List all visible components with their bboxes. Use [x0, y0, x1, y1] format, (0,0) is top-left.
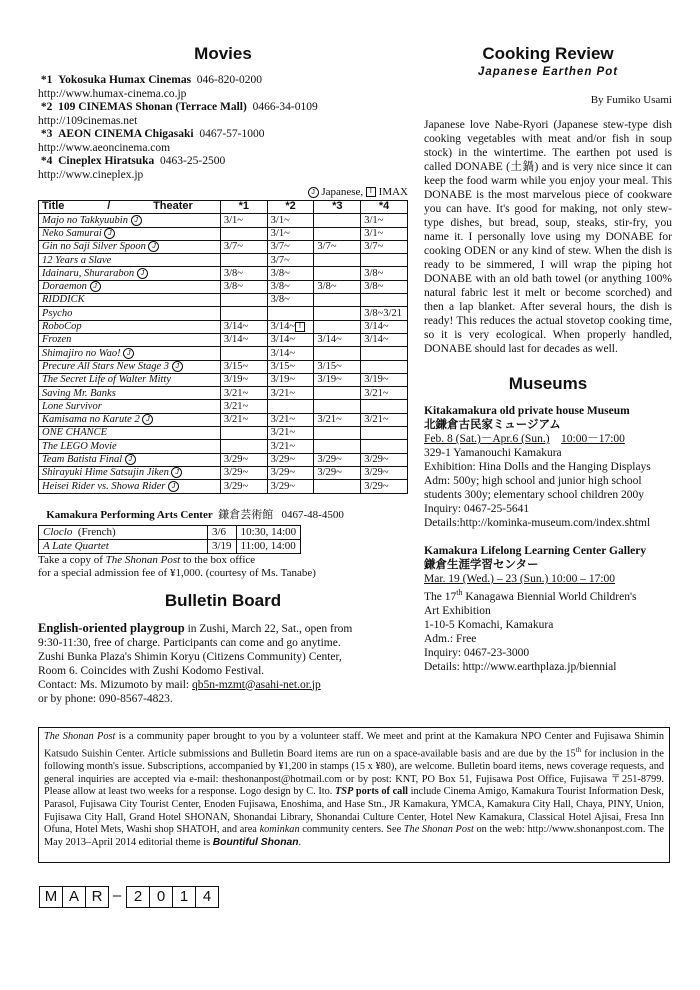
showing-date: 3/14~ I — [267, 320, 314, 333]
showing-date — [267, 400, 314, 413]
japanese-mark-icon: J — [172, 361, 183, 372]
japanese-mark-icon: J — [90, 281, 101, 292]
showing-date: 3/29~ — [314, 466, 361, 479]
showing-date: 3/7~ — [267, 240, 314, 253]
issue-date — [39, 886, 218, 908]
showing-date: 3/8~ — [314, 280, 361, 293]
museums-list — [424, 404, 672, 674]
cinema-1: *1 Yokosuka Humax Cinemas 046-820-0200 — [40, 74, 262, 86]
showing-date: 3/19~ — [267, 373, 314, 386]
showing-date — [314, 347, 361, 360]
movie-title: Saving Mr. Banks — [39, 387, 221, 400]
cooking-byline: By Fumiko Usami — [590, 94, 672, 106]
showing-date — [314, 227, 361, 240]
showing-date — [314, 294, 361, 307]
movies-section — [38, 44, 408, 706]
header-title: Title / Theater — [39, 201, 221, 214]
showing-date — [314, 254, 361, 267]
showing-date — [361, 254, 408, 267]
showing-date: 3/29~ — [361, 466, 408, 479]
movie-title: RoboCop — [39, 320, 221, 333]
showing-date: 3/29~ — [361, 480, 408, 493]
header-4: *4 — [361, 201, 408, 214]
showing-date: 3/21~ — [267, 413, 314, 426]
showing-date: 3/1~ — [267, 214, 314, 227]
showing-date — [314, 400, 361, 413]
movie-schedule-table — [38, 200, 408, 494]
showing-date: 3/14~ — [267, 347, 314, 360]
header-3: *3 — [314, 201, 361, 214]
cinema-3-url[interactable]: http://www.aeoncinema.com — [38, 141, 171, 154]
showing-date: 3/21~ — [267, 440, 314, 453]
japanese-mark-icon: J — [308, 187, 319, 198]
performing-arts-note: Take a copy of The Shonan Post to the box office for a special admission fee of ¥1,000. (courtesy of Ms. Tanabe) — [38, 553, 316, 580]
showing-date — [361, 347, 408, 360]
showing-date: 3/29~ — [220, 453, 267, 466]
showing-date: 3/14~ — [267, 333, 314, 346]
cooking-body: Japanese love Nabe-Ryori (Japanese stew-type dish cooking vegetables with meat and/or fish in soup stock) in the wintertime. The earthen pot used is called DONABE (土鍋) and is very nice since it can keep the food warm while you enjoy your meal. This DONABE is the most marvelous piece of cookware you can have. It's good for making, not only stew-type dishes, but bread, soup, steaks, stir-fry, you name it. I personally love using my DONABE for cooking ODEN or any kind of stew. When the dish is ready to be simmered, I will wrap the piping hot DONABE with an old bath towel (or anything 100% natural fabric lest it melt or become scorched) and then a lap blanket. After several hours, the dish is ready! This reduces the actual stovetop cooking time, so it is very ecological. When properly handled, DONABE should last for decades as well. — [424, 119, 672, 355]
showing-date: 3/29~ — [314, 453, 361, 466]
table-row — [39, 227, 408, 240]
table-row — [39, 466, 408, 479]
table-row — [39, 214, 408, 227]
showing-date: 3/14~ — [220, 333, 267, 346]
showing-date — [314, 214, 361, 227]
movie-title: Neko Samurai J — [39, 227, 221, 240]
movie-title: Idainaru, Shurarabon J — [39, 267, 221, 280]
showing-date: 3/21~ — [267, 387, 314, 400]
showing-date: 3/8~ — [361, 280, 408, 293]
movie-title: Kamisama no Karute 2 J — [39, 413, 221, 426]
japanese-mark-icon: J — [168, 481, 179, 492]
showing-date: 3/29~ — [220, 466, 267, 479]
museum-1-details-link[interactable]: Details:http://kominka-museum.com/index.shtml — [424, 517, 651, 529]
table-row — [39, 333, 408, 346]
date-separator: – — [112, 887, 122, 904]
table-row — [39, 267, 408, 280]
museum-1: Kitakamakura old private house Museum 北鎌倉古民家ミュージアム Feb. 8 (Sat.)－Apr.6 (Sun.) 10:00－17:00 329-1 Yamanouchi Kamakura Exhibition: Hina Dolls and the Hanging Displays Adm: 500y; high school and junior high school students 300y; elementary school children 200y Inquiry: 0467-25-5641 Details:http://kominka-museum.com/index.shtml — [424, 404, 672, 530]
table-row — [39, 400, 408, 413]
imax-mark-icon: I — [295, 322, 305, 332]
japanese-mark-icon: J — [104, 228, 115, 239]
movie-title: The Secret Life of Walter Mitty — [39, 373, 221, 386]
showing-date — [314, 267, 361, 280]
date-char: 0 — [149, 886, 173, 908]
showing-date: 3/21~ — [267, 427, 314, 440]
table-header-row — [39, 201, 408, 214]
legend: J Japanese, I IMAX — [38, 186, 408, 198]
showing-date: 3/7~ — [267, 254, 314, 267]
showing-date — [220, 440, 267, 453]
showing-date: 3/1~ — [267, 227, 314, 240]
date-char: A — [62, 886, 86, 908]
showing-date: 3/14~ — [220, 320, 267, 333]
showing-date — [220, 227, 267, 240]
movie-title: Majo no Takkyuubin J — [39, 214, 221, 227]
showing-date: 3/8~ — [220, 280, 267, 293]
cooking-subtitle: Japanese Earthen Pot — [477, 66, 619, 78]
movie-title: Doraemon J — [39, 280, 221, 293]
table-row: A Late Quartet 3/19 11:00, 14:00 — [39, 539, 301, 553]
table-row: Cloclo (French) 3/6 10:30, 14:00 — [39, 525, 301, 539]
table-row — [39, 307, 408, 320]
cinema-4: *4 Cineplex Hiratsuka 0463-25-2500 — [40, 155, 226, 167]
showing-date: 3/29~ — [267, 480, 314, 493]
showing-date — [267, 307, 314, 320]
japanese-mark-icon: J — [148, 241, 159, 252]
cinema-2-url[interactable]: http://109cinemas.net — [38, 114, 138, 127]
showing-date — [220, 307, 267, 320]
date-char: M — [39, 886, 63, 908]
showing-date: 3/21~ — [361, 387, 408, 400]
movie-title: Precure All Stars New Stage 3 J — [39, 360, 221, 373]
showing-date: 3/8~ — [361, 267, 408, 280]
showing-date: 3/14~ — [361, 320, 408, 333]
table-row — [39, 240, 408, 253]
date-char: 2 — [126, 886, 150, 908]
showing-date: 3/8~ — [267, 280, 314, 293]
museum-2: Kamakura Lifelong Learning Center Gallery 鎌倉生涯学習センター Mar. 19 (Wed.) – 23 (Sun.) 10:00 – 17:00 The 17th Kanagawa Biennial World Children's Art Exhibition 1-10-5 Komachi, Kamakura Adm.: Free Inquiry: 0467-23-3000 Details: http://www.earthplaza.jp/biennial — [424, 544, 672, 674]
showing-date: 3/21~ — [220, 387, 267, 400]
table-row — [39, 480, 408, 493]
showing-date — [361, 294, 408, 307]
showing-date: 3/7~ — [314, 240, 361, 253]
movie-title: Gin no Saji Silver Spoon J — [39, 240, 221, 253]
showing-date: 3/8~ — [220, 267, 267, 280]
showing-date: 3/14~ — [314, 333, 361, 346]
movie-title: Heisei Rider vs. Showa Rider J — [39, 480, 221, 493]
movie-title: Psycho — [39, 307, 221, 320]
japanese-mark-icon: J — [171, 467, 182, 478]
date-char: 4 — [195, 886, 219, 908]
bulletin-board-section: Bulletin Board English-oriented playgroup in Zushi, March 22, Sat., open from 9:30-11:30, free of charge. Participants can come and go anytime. Zushi Bunka Plaza's Shimin Koryu (Citizens Community) Center, Room 6. Coincides with Zushi Kodomo Festival. Contact: Ms. Mizumoto by mail: qb5n-mzmt@asahi-net.or.jp or by phone: 090-8567-4823. — [38, 591, 408, 706]
showing-date — [361, 440, 408, 453]
showing-date — [361, 360, 408, 373]
header-1: *1 — [220, 201, 267, 214]
showing-date: 3/1~ — [361, 227, 408, 240]
publication-info-box: The Shonan Post is a community paper brought to you by a volunteer staff. We meet and print at the Kamakura NPO Center and Fujisawa Shimin Katsudo Suishin Center. Article submissions and Bulletin Board items are run on a space-available basis and are due by the 15th for inclusion in the following month's issue. Subscriptions, accompanied by ¥1,200 in stamps (15 x ¥80), are welcome. Bulletin board items, news coverage requests, and general inquiries are accepted via e-mail: theshonanpost@hotmail.com or by post: KNT, PO Box 51, Fujisawa Post Office, Fujisawa 〒251-8799. Please allow at least two weeks for a response. Logo design by C. Ito. TSP ports of call include Cinema Amigo, Kamakura Tourist Information Desk, Parasol, Fujisawa City Tourist Center, Enoden Fujisawa, Enoshima, and Hase Stn., JR Kamakura, YMCA, Kamakura City Hall, Chaya, PINY, Union, Fujisawa City Hall, Grand Hotel SHONAN, Shonandai Library, Shonandai Culture Center, Hotel New Kamakura, Classical Hotel Ajisai, Fresa Inn Ofuna, Hotel Mets, Washi shop SHATOH, and area kominkan community centers. See The Shonan Post on the web: http://www.shonanpost.com. The May 2013–April 2014 editorial theme is Bountiful Shonan. — [38, 727, 670, 863]
movie-title: RIDDICK — [39, 294, 221, 307]
japanese-mark-icon: J — [137, 268, 148, 279]
performing-arts-table — [38, 525, 301, 554]
table-row — [39, 294, 408, 307]
performing-arts-header: Kamakura Performing Arts Center 鎌倉芸術館 0467-48-4500 — [46, 508, 344, 521]
date-char: 1 — [172, 886, 196, 908]
movie-title: Team Batista Final J — [39, 453, 221, 466]
showing-date: 3/19~ — [314, 373, 361, 386]
showing-date: 3/21~ — [220, 400, 267, 413]
cinema-3: *3 AEON CINEMA Chigasaki 0467-57-1000 — [40, 128, 265, 140]
showing-date: 3/21~ — [220, 413, 267, 426]
movie-title: Shirayuki Hime Satsujin Jiken J — [39, 466, 221, 479]
cinema-4-url[interactable]: http://www.cineplex.jp — [38, 168, 144, 181]
showing-date: 3/29~ — [361, 453, 408, 466]
movie-title: The LEGO Movie — [39, 440, 221, 453]
table-row — [39, 387, 408, 400]
table-row — [39, 427, 408, 440]
cooking-heading: Cooking Review — [482, 44, 614, 63]
showing-date — [314, 427, 361, 440]
showing-date — [220, 254, 267, 267]
showing-date: 3/15~ — [314, 360, 361, 373]
showing-date: 3/29~ — [220, 480, 267, 493]
showing-date: 3/1~ — [361, 214, 408, 227]
showing-date — [314, 440, 361, 453]
table-row — [39, 360, 408, 373]
showing-date: 3/8~3/21 — [361, 307, 408, 320]
cinema-list — [38, 74, 408, 182]
museum-2-details-link[interactable]: Details: http://www.earthplaza.jp/biennial — [424, 660, 617, 673]
bulletin-heading: Bulletin Board — [164, 590, 282, 610]
showing-date: 3/19~ — [220, 373, 267, 386]
movie-title: ONE CHANCE — [39, 427, 221, 440]
showing-date: 3/7~ — [220, 240, 267, 253]
showing-date: 3/8~ — [267, 294, 314, 307]
right-column — [424, 44, 672, 684]
table-row — [39, 347, 408, 360]
showing-date: 3/1~ — [220, 214, 267, 227]
table-row — [39, 413, 408, 426]
japanese-mark-icon: J — [142, 414, 153, 425]
imax-mark-icon: I — [366, 187, 376, 197]
showing-date: 3/14~ — [361, 333, 408, 346]
cinema-2: *2 109 CINEMAS Shonan (Terrace Mall) 0466-34-0109 — [40, 101, 318, 113]
showing-date: 3/7~ — [361, 240, 408, 253]
showing-date: 3/21~ — [314, 413, 361, 426]
japanese-mark-icon: J — [131, 215, 142, 226]
showing-date — [361, 400, 408, 413]
showing-date — [314, 320, 361, 333]
movie-title: Lone Survivor — [39, 400, 221, 413]
showing-date — [220, 294, 267, 307]
showing-date: 3/19~ — [361, 373, 408, 386]
table-row — [39, 453, 408, 466]
showing-date — [314, 480, 361, 493]
table-row — [39, 280, 408, 293]
showing-date — [361, 427, 408, 440]
showing-date: 3/15~ — [267, 360, 314, 373]
header-2: *2 — [267, 201, 314, 214]
bulletin-item-title: English-oriented playgroup — [38, 620, 185, 635]
showing-date — [220, 427, 267, 440]
date-char: R — [85, 886, 109, 908]
showing-date — [220, 347, 267, 360]
contact-email-link[interactable]: qb5n-mzmt@asahi-net.or.jp — [191, 678, 321, 691]
showing-date: 3/21~ — [361, 413, 408, 426]
table-row — [39, 320, 408, 333]
showing-date: 3/29~ — [267, 453, 314, 466]
museums-heading: Museums — [508, 374, 588, 393]
showing-date: 3/8~ — [267, 267, 314, 280]
movies-heading: Movies — [194, 44, 252, 63]
showing-date: 3/29~ — [267, 466, 314, 479]
movie-title: Shimajiro no Wao! J — [39, 347, 221, 360]
movie-title: Frozen — [39, 333, 221, 346]
cinema-1-url[interactable]: http://www.humax-cinema.co.jp — [38, 87, 187, 100]
table-row — [39, 440, 408, 453]
japanese-mark-icon: J — [123, 348, 134, 359]
showing-date: 3/15~ — [220, 360, 267, 373]
movie-title: 12 Years a Slave — [39, 254, 221, 267]
showing-date — [314, 307, 361, 320]
showing-date — [314, 387, 361, 400]
japanese-mark-icon: J — [125, 454, 136, 465]
table-row — [39, 373, 408, 386]
table-row — [39, 254, 408, 267]
